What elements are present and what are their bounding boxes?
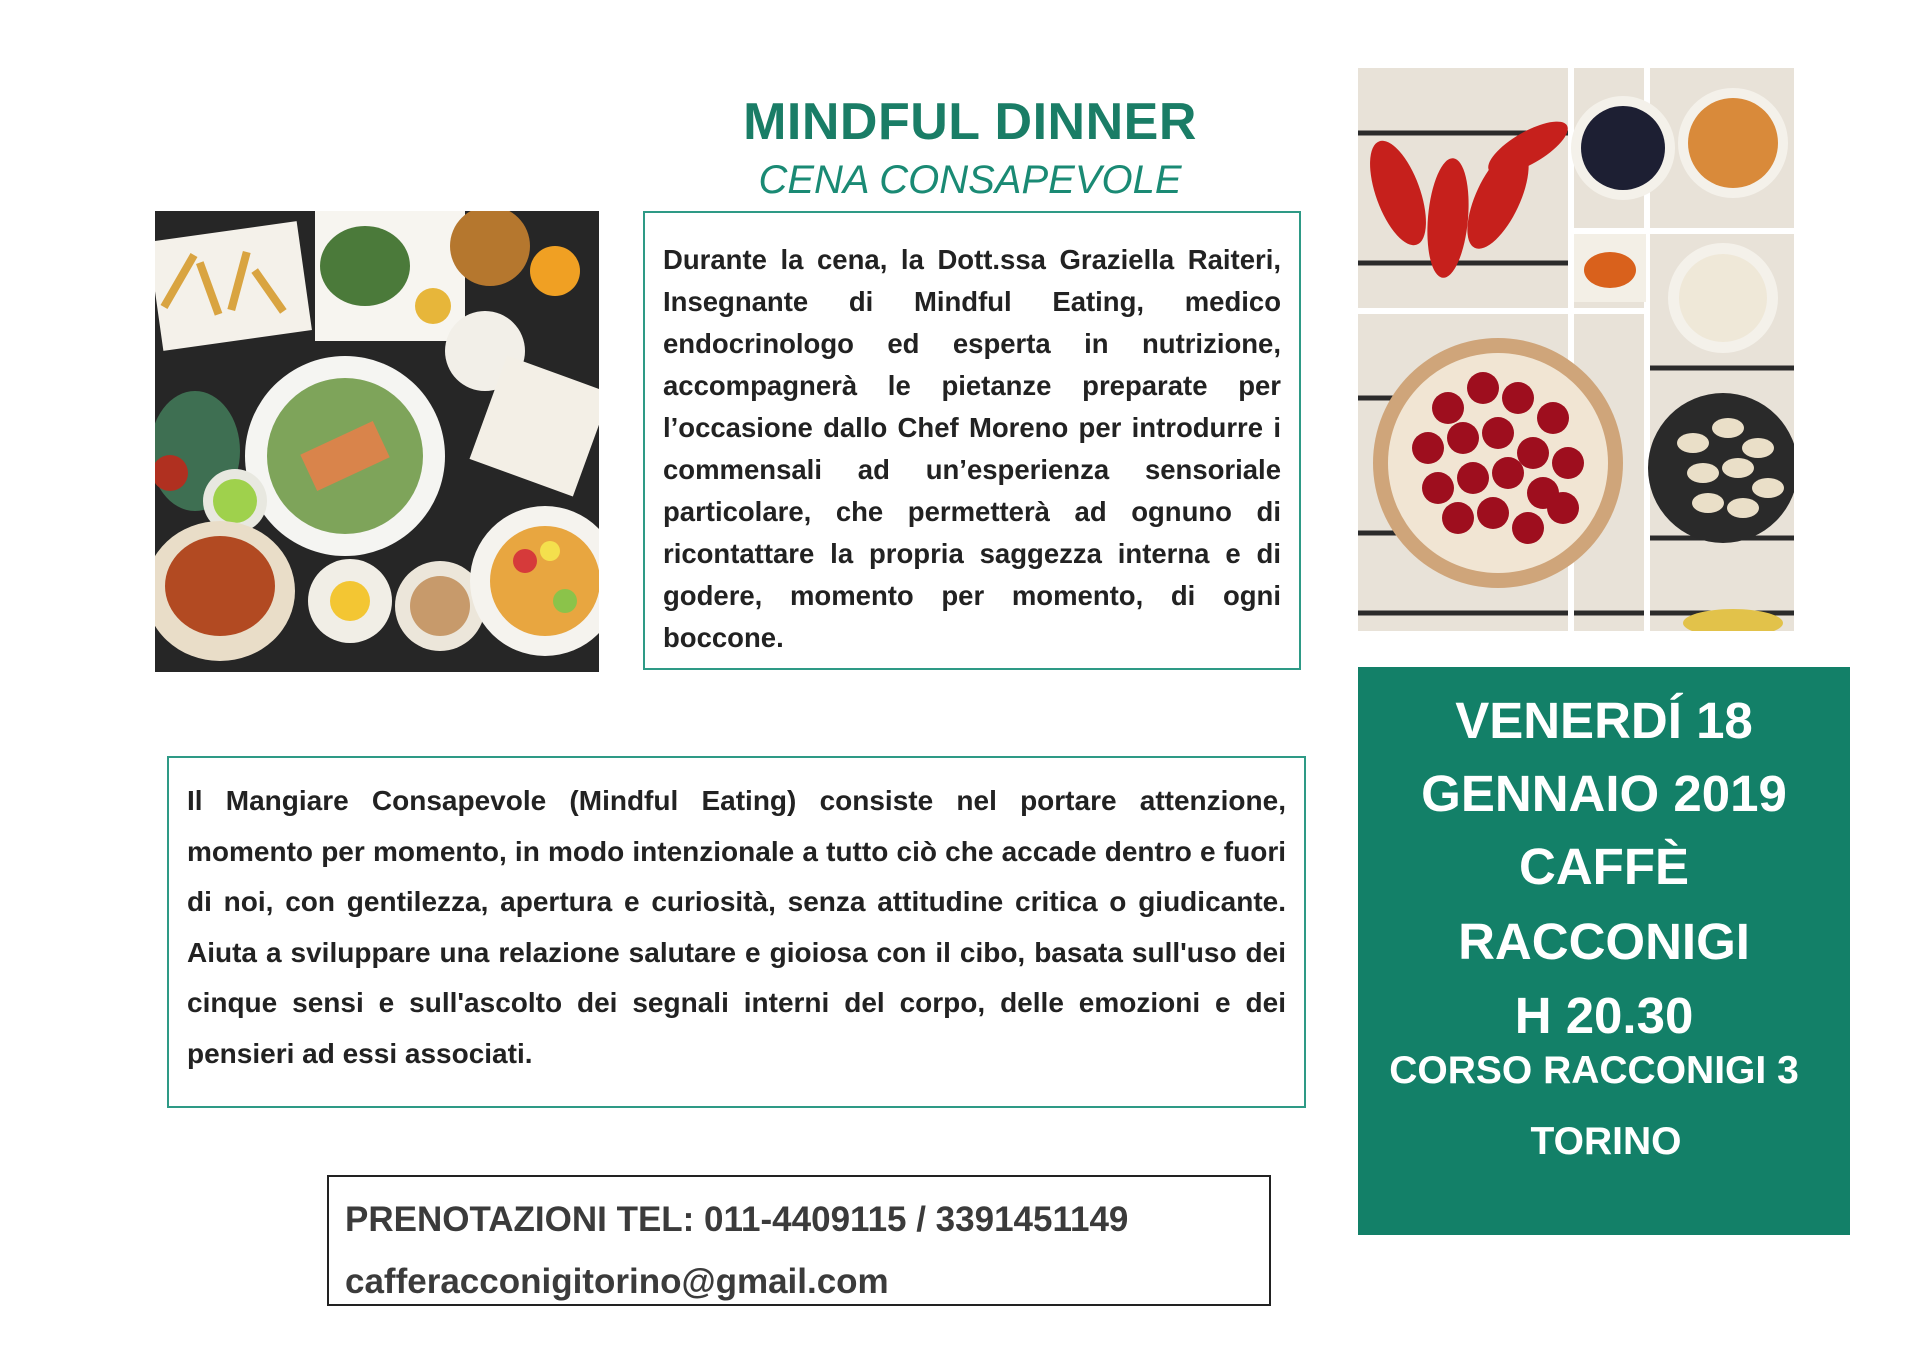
booking-email: cafferacconigitorino@gmail.com bbox=[345, 1262, 889, 1301]
event-month-year: GENNAIO 2019 bbox=[1421, 765, 1787, 822]
mindful-eating-info-text: Il Mangiare Consapevole (Mindful Eating) consiste nel portare attenzione, momento per momento, in modo intenzionale a tutto ciò che accade dentro e fuori di noi, con gentilezza, apertura e curiosità, senza attitudine critica o giudicante. Aiuta a sviluppare una relazione salutare e gioiosa con il cibo, basata sull'uso dei cinque sensi e sull'ascolto dei segnali interni del corpo, delle emozioni e dei pensieri ad essi associati. bbox=[187, 785, 1286, 1069]
event-day: VENERDÍ 18 bbox=[1455, 692, 1753, 749]
description-box bbox=[643, 211, 1301, 670]
event-city: TORINO bbox=[1530, 1120, 1682, 1163]
dinner-table-photo bbox=[155, 211, 599, 672]
booking-phone: PRENOTAZIONI TEL: 011-4409115 / 3391451149 bbox=[345, 1200, 1129, 1239]
event-venue-name: CAFFÈ bbox=[1519, 838, 1689, 895]
event-time: H 20.30 bbox=[1514, 987, 1694, 1044]
ingredients-collage-photo bbox=[1358, 68, 1794, 631]
event-address: CORSO RACCONIGI 3 bbox=[1389, 1049, 1799, 1092]
event-details-panel bbox=[1358, 667, 1850, 1235]
event-subtitle: CENA CONSAPEVOLE bbox=[758, 158, 1182, 202]
event-venue-name-2: RACCONIGI bbox=[1458, 913, 1750, 970]
event-title: MINDFUL DINNER bbox=[743, 93, 1197, 151]
booking-box bbox=[327, 1175, 1271, 1306]
description-text: Durante la cena, la Dott.ssa Graziella Raiteri, Insegnante di Mindful Eating, medico endocrinologo ed esperta in nutrizione, accompagnerà le pietanze preparate per l’occasione dallo Chef Moreno per introdurre i commensali ad un’esperienza sensoriale particolare, che permetterà ad ognuno di ricontattare la propria saggezza interna e di godere, momento per momento, di ogni boccone. bbox=[663, 244, 1281, 653]
mindful-eating-info-box bbox=[167, 756, 1306, 1108]
